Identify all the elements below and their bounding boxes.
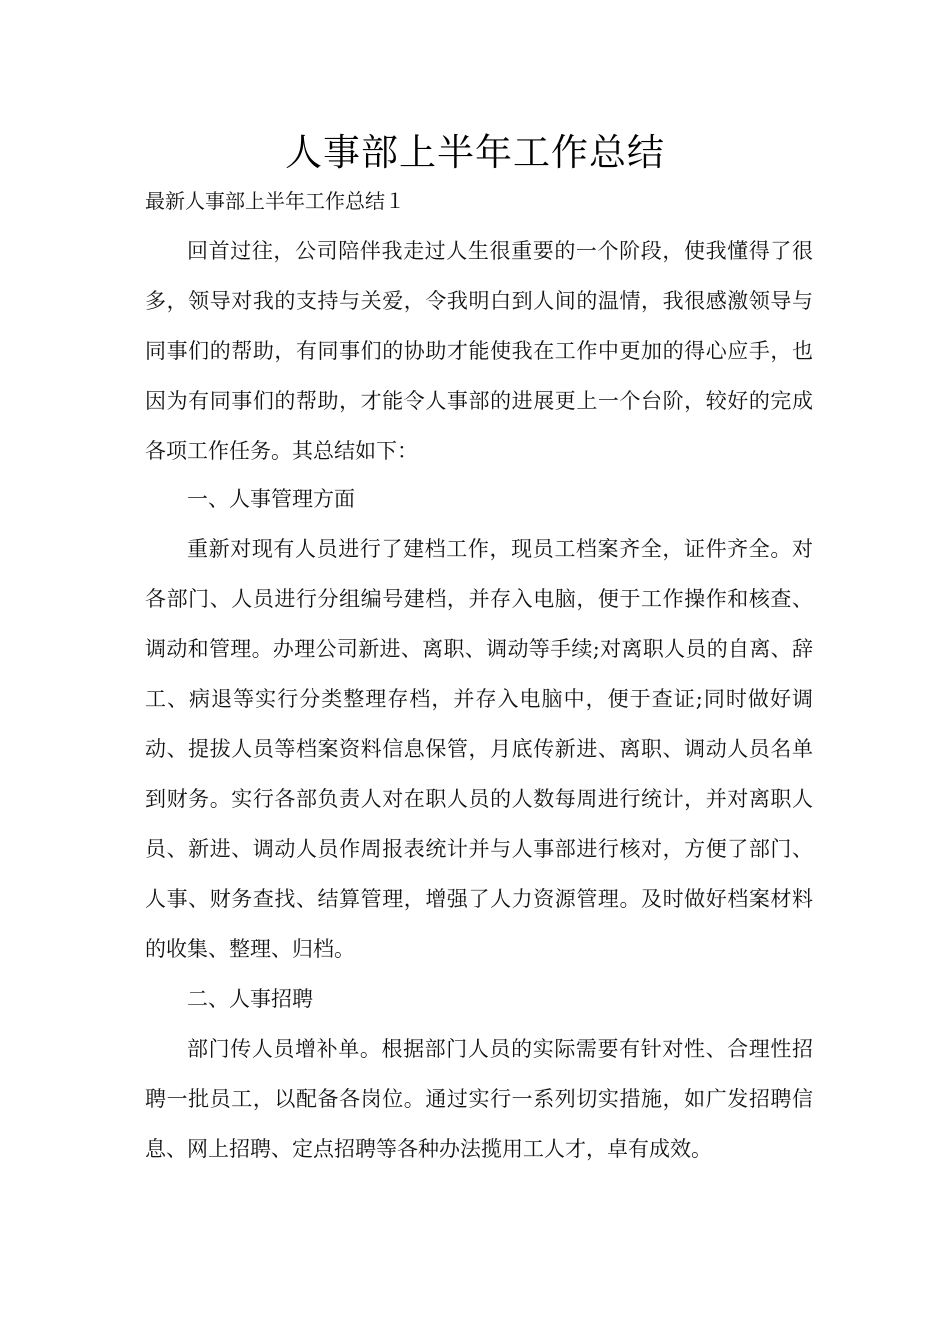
paragraph-recruitment: 部门传人员增补单。根据部门人员的实际需要有针对性、合理性招聘一批员工，以配备各岗位。通过实行一系列切实措施，如广发招聘信息、网上招聘、定点招聘等各种办法揽用工人才，卓有成效。: [145, 1037, 813, 1161]
paragraph-intro: 回首过往，公司陪伴我走过人生很重要的一个阶段，使我懂得了很多，领导对我的支持与关爱，令我明白到人间的温情，我很感激领导与同事们的帮助，有同事们的协助才能使我在工作中更加的得心应手，也因为有同事们的帮助，才能令人事部的进展更上一个台阶，较好的完成各项工作任务。其总结如下：: [145, 239, 813, 463]
document-subtitle: 最新人事部上半年工作总结１: [145, 189, 405, 213]
section-heading-personnel-management: 一、人事管理方面: [187, 487, 355, 511]
section-heading-recruitment: 二、人事招聘: [187, 987, 313, 1011]
paragraph-personnel-management: 重新对现有人员进行了建档工作，现员工档案齐全，证件齐全。对各部门、人员进行分组编号建档，并存入电脑，便于工作操作和核查、调动和管理。办理公司新进、离职、调动等手续;对离职人员的自离、辞工、病退等实行分类整理存档，并存入电脑中，便于查证;同时做好调动、提拔人员等档案资料信息保管，月底传新进、离职、调动人员名单到财务。实行各部负责人对在职人员的人数每周进行统计，并对离职人员、新进、调动人员作周报表统计并与人事部进行核对，方便了部门、人事、财务查找、结算管理，增强了人力资源管理。及时做好档案材料的收集、整理、归档。: [145, 537, 813, 961]
document-title: 人事部上半年工作总结: [285, 131, 665, 174]
